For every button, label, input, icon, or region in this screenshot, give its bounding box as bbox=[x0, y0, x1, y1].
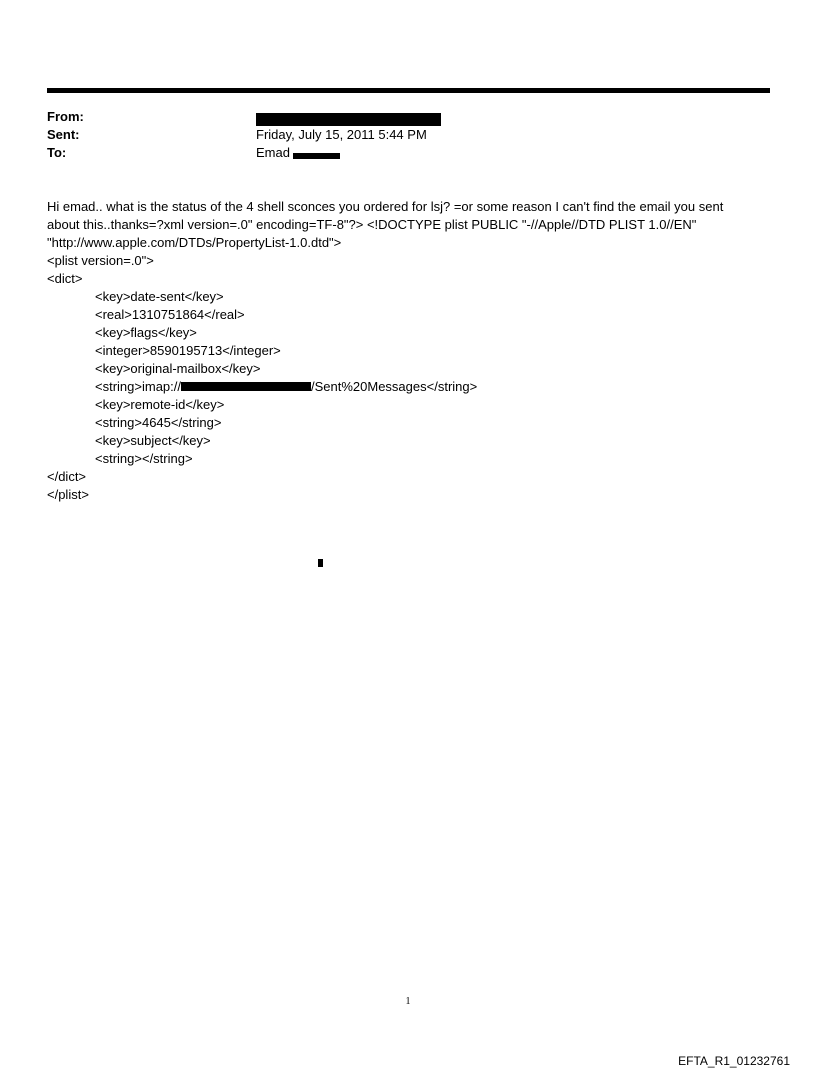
to-label: To: bbox=[47, 145, 67, 160]
mailbox-suffix: /Sent%20Messages</string> bbox=[311, 379, 478, 394]
to-row bbox=[47, 144, 767, 162]
body-line: <key>original-mailbox</key> bbox=[95, 361, 261, 376]
email-body bbox=[47, 198, 767, 504]
from-row bbox=[47, 108, 767, 126]
bates-number: EFTA_R1_01232761 bbox=[678, 1054, 790, 1068]
sent-value: Friday, July 15, 2011 5:44 PM bbox=[256, 127, 427, 142]
from-value bbox=[256, 108, 441, 126]
body-line: </plist> bbox=[47, 487, 89, 502]
redaction-bar bbox=[181, 382, 311, 391]
top-divider bbox=[47, 88, 770, 93]
page-number: 1 bbox=[405, 996, 411, 1007]
body-line: <real>1310751864</real> bbox=[95, 307, 245, 322]
body-line-mailbox bbox=[47, 378, 767, 396]
body-line: </dict> bbox=[47, 469, 87, 484]
from-label: From: bbox=[47, 109, 84, 124]
body-line: Hi emad.. what is the status of the 4 shell sconces you ordered for lsj? =or some reason I can't find the email you sent bbox=[47, 199, 724, 214]
sent-label: Sent: bbox=[47, 127, 80, 142]
sent-row bbox=[47, 126, 767, 144]
body-line: <dict> bbox=[47, 271, 83, 286]
body-line: <plist version=.0"> bbox=[47, 253, 154, 268]
body-line: "http://www.apple.com/DTDs/PropertyList-1.0.dtd"> bbox=[47, 235, 342, 250]
redaction-bar bbox=[293, 153, 340, 159]
redaction-mark bbox=[318, 559, 323, 567]
body-line: <key>date-sent</key> bbox=[95, 289, 224, 304]
email-header bbox=[47, 108, 767, 162]
body-line: <key>remote-id</key> bbox=[95, 397, 225, 412]
body-line: <key>subject</key> bbox=[95, 433, 211, 448]
body-line: about this..thanks=?xml version=.0" encoding=TF-8"?> <!DOCTYPE plist PUBLIC "-//Apple//DTD PLIST 1.0//EN" bbox=[47, 217, 697, 232]
body-line: <string></string> bbox=[95, 451, 193, 466]
redaction-bar bbox=[256, 113, 441, 126]
body-line: <key>flags</key> bbox=[95, 325, 197, 340]
body-line: <integer>8590195713</integer> bbox=[95, 343, 281, 358]
to-value: Emad bbox=[256, 145, 290, 160]
to-value-wrapper bbox=[256, 144, 340, 162]
body-line: <string>4645</string> bbox=[95, 415, 222, 430]
mailbox-prefix: <string>imap:// bbox=[95, 379, 181, 394]
